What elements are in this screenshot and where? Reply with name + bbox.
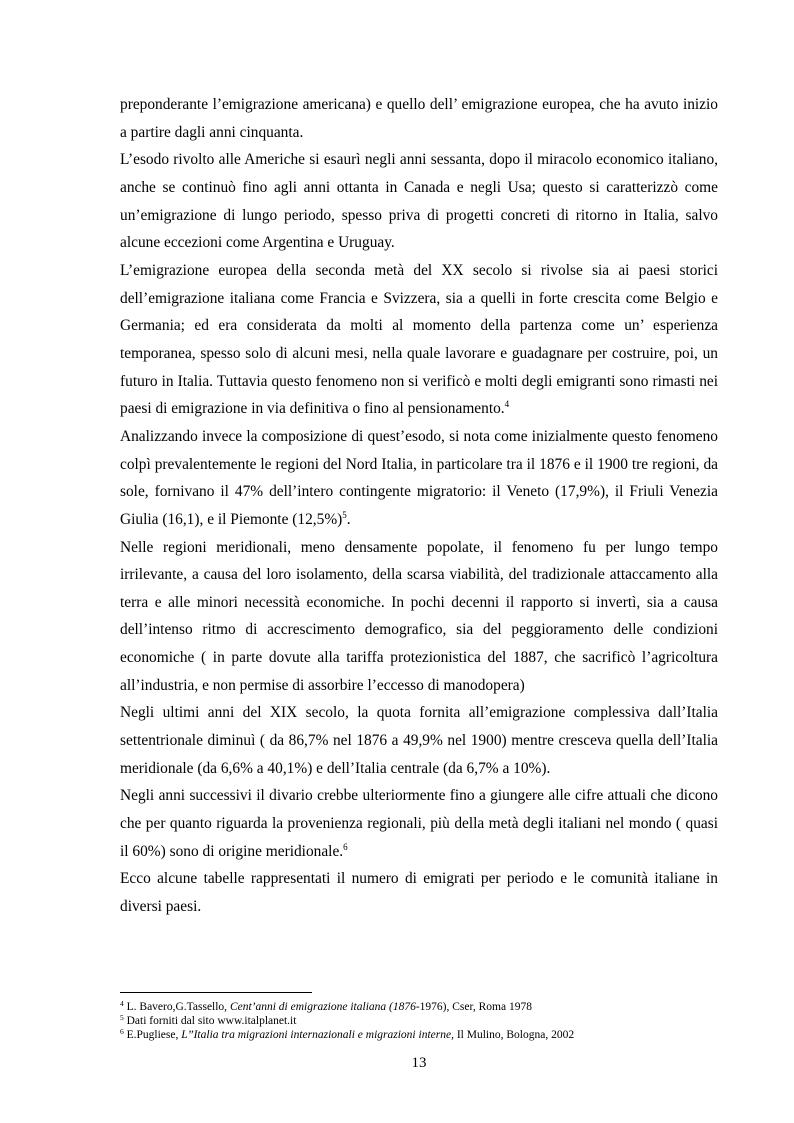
footnote-6: $^6$ E.Pugliese, L’’Italia tra migrazioni internazionali e migrazioni interne, Il Mulino, Bologna, 2002	[120, 1027, 575, 1042]
footnotes	[120, 1000, 718, 1043]
paragraph: Analizzando invece la composizione di quest’esodo, si nota come inizialmente questo fenomeno colpì prevalentemente le regioni del Nord Italia, in particolare tra il 1876 e il 1900 tre regioni, da sole, fornivano il 47% dell’intero contingente migratorio: il Veneto (17,9%), il Friuli Venezia Giulia (16,1), e il Piemonte $(12,5\%)^5$.	[120, 427, 718, 528]
paragraph: Negli ultimi anni del XIX secolo, la quota fornita all’emigrazione complessiva dall’Italia settentrionale diminuì ( da 86,7% nel 1876 a 49,9% nel 1900) mentre cresceva quella dell’Italia meridionale (da 6,6% a 40,1%) e dell’Italia centrale (da 6,7% a 10%).	[120, 704, 718, 777]
page-number: 13	[411, 1055, 427, 1071]
paragraph: Ecco alcune tabelle rappresentati il numero di emigrati per periodo e le comunità italiane in diversi paesi.	[120, 870, 718, 916]
paragraph: L’esodo rivolto alle Americhe si esaurì negli anni sessanta, dopo il miracolo economico italiano, anche se continuò fino agli anni ottanta in Canada e negli Usa; questo si caratterizzò come un’emigrazione di lungo periodo, spesso priva di progetti concreti di ritorno in Italia, salvo alcune eccezioni come Argentina e Uruguay.	[120, 151, 718, 252]
footnote-ref[interactable]: 6	[343, 841, 348, 852]
paragraph: preponderante l’emigrazione americana) e quello dell’ emigrazione europea, che ha avuto inizio a partire dagli anni cinquanta.	[120, 96, 718, 141]
footnote-ref[interactable]: 5	[342, 509, 347, 520]
document-page	[120, 0, 718, 1123]
footnote-ref[interactable]: 4	[504, 399, 510, 410]
paragraph: L’emigrazione europea della seconda metà del XX secolo si rivolse sia ai paesi storici dell’emigrazione italiana come Francia e Svizzera, sia a quelli in forte crescita come Belgio e Germania; ed era considerata da molti al momento della partenza come un’ esperienza temporanea, spesso solo di alcuni mesi, nella quale lavorare e guadagnare per costruire, poi, un futuro in Italia. Tuttavia questo fenomeno non si verificò e molti degli emigranti sono rimasti nei paesi di emigrazione in via definitiva o fino al pensionamento.$^4$	[120, 261, 718, 418]
paragraph: Nelle regioni meridionali, meno densamente popolate, il fenomeno fu per lungo tempo irrilevante, a causa del loro isolamento, della scarsa viabilità, del tradizionale attaccamento alla terra e alle minori necessità economiche. In pochi decenni il rapporto si invertì, sia a causa dell’intenso ritmo di accrescimento demografico, sia del peggioramento delle condizioni economiche ( in parte dovute alla tariffa protezionistica del 1887, che sacrificò l’agricoltura all’industria, e non permise di assorbire l’eccesso di manodopera)	[120, 538, 718, 694]
footnote-divider	[120, 992, 312, 993]
body-text	[120, 91, 718, 921]
footnote-5: $^5$ Dati forniti dal sito www.italplanet.it	[120, 1013, 297, 1028]
paragraph: Negli anni successivi il divario crebbe ulteriormente fino a giungere alle cifre attuali che dicono che per quanto riguarda la provenienza regionali, più della metà degli italiani nel mondo ( quasi il 60%) sono di origine meridionale.$^6$	[120, 787, 718, 860]
footnote-4: $^4$ L. Bavero,G.Tassello, Cent’anni di emigrazione italiana (1876-1976), Cser, Roma 1978	[120, 999, 532, 1013]
